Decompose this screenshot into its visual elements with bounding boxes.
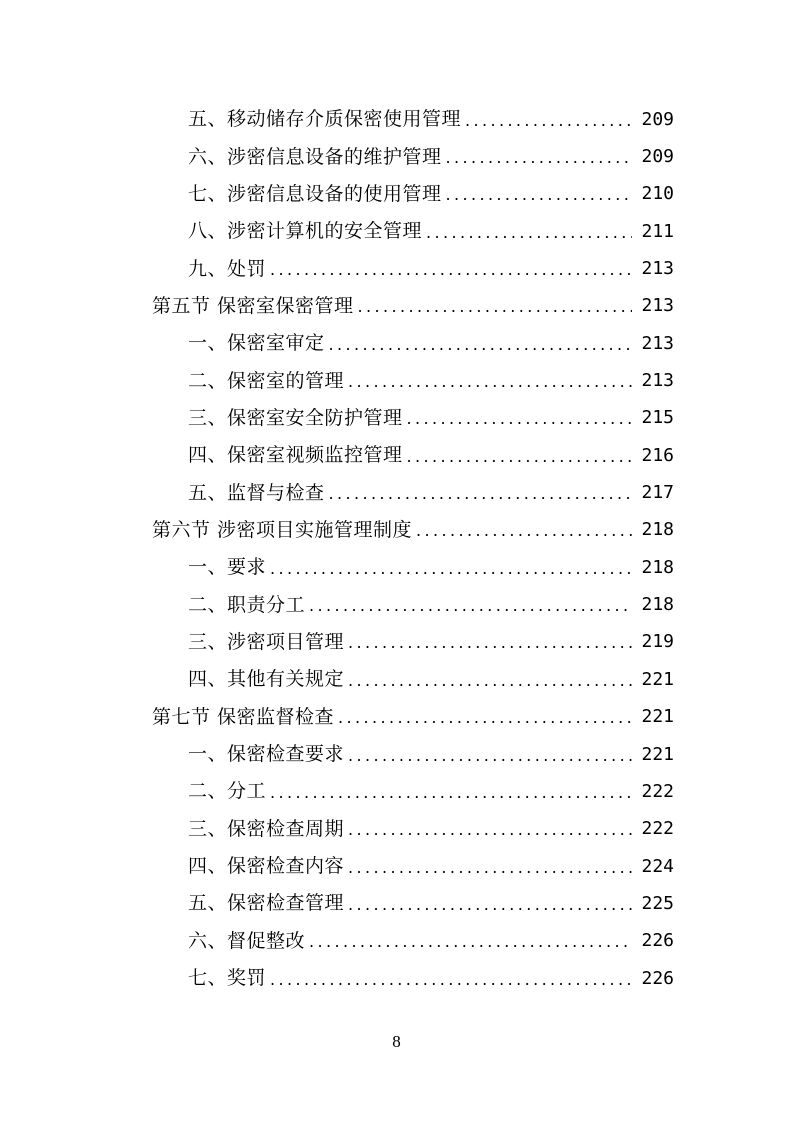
dot-leader [309,598,632,614]
toc-entry-title: 四、保密室视频监控管理 [188,444,403,467]
toc-entry-title: 第六节 涉密项目实施管理制度 [152,518,413,541]
toc-entry-title: 一、要求 [188,556,267,579]
dot-leader [358,299,632,315]
toc-entry[interactable] [0,885,793,922]
toc-entry[interactable] [0,923,793,960]
toc-entry-page: 213 [641,295,674,317]
toc-entry-page: 221 [641,743,674,765]
toc-entry-title: 四、保密检查内容 [188,855,345,878]
toc-entry-page: 213 [641,332,674,354]
dot-leader [338,710,632,726]
toc-entry-title: 七、奖罚 [188,967,267,990]
toc-entry[interactable] [0,586,793,623]
toc-entry[interactable] [0,138,793,175]
toc-entry-page: 213 [641,370,674,392]
toc-entry-page: 211 [641,220,674,242]
toc-entry-page: 222 [641,780,674,802]
toc-entry-title: 九、处罚 [188,257,267,280]
toc-entry-title: 第七节 保密监督检查 [152,705,335,728]
toc-entry-page: 215 [641,407,674,429]
dot-leader [446,150,632,166]
dot-leader [407,449,632,465]
toc-entry-page: 213 [641,258,674,280]
toc-entry[interactable] [0,213,793,250]
dot-leader [348,822,632,838]
toc-entry-title: 三、保密检查周期 [188,817,345,840]
toc-entry-page: 210 [641,183,674,205]
dot-leader [270,262,632,278]
toc-entry-title: 七、涉密信息设备的使用管理 [188,182,442,205]
toc-entry-page: 219 [641,631,674,653]
toc-entry-page: 222 [641,818,674,840]
toc-entry-page: 217 [641,482,674,504]
dot-leader [270,972,632,988]
toc-entry-page: 225 [641,892,674,914]
toc-entry-page: 221 [641,706,674,728]
toc-entry-title: 一、保密检查要求 [188,743,345,766]
dot-leader [329,486,632,502]
toc-entry[interactable] [0,400,793,437]
toc-entry-title: 二、保密室的管理 [188,369,345,392]
toc-entry-title: 三、保密室安全防护管理 [188,406,403,429]
toc-entry-page: 216 [641,444,674,466]
toc-entry-page: 226 [641,930,674,952]
dot-leader [416,523,632,539]
toc-entry-page: 224 [641,855,674,877]
toc-section-entry[interactable] [0,512,793,549]
toc-entry[interactable] [0,250,793,287]
toc-entry-title: 五、保密检查管理 [188,892,345,915]
toc-entry-title: 三、涉密项目管理 [188,630,345,653]
table-of-contents [0,101,793,997]
toc-entry-title: 五、移动储存介质保密使用管理 [188,108,462,131]
toc-entry[interactable] [0,474,793,511]
dot-leader [270,561,632,577]
toc-entry[interactable] [0,549,793,586]
toc-entry[interactable] [0,736,793,773]
dot-leader [348,748,632,764]
toc-section-entry[interactable] [0,288,793,325]
dot-leader [446,187,632,203]
toc-entry[interactable] [0,101,793,138]
dot-leader [270,785,632,801]
dot-leader [426,225,632,241]
toc-entry[interactable] [0,437,793,474]
dot-leader [348,897,632,913]
toc-entry-title: 六、涉密信息设备的维护管理 [188,145,442,168]
dot-leader [348,374,632,390]
toc-entry[interactable] [0,362,793,399]
dot-leader [407,411,632,427]
toc-entry[interactable] [0,773,793,810]
dot-leader [348,860,632,876]
page-number: 8 [392,1032,401,1051]
toc-entry-page: 221 [641,668,674,690]
dot-leader [329,337,632,353]
toc-entry[interactable] [0,811,793,848]
toc-entry-title: 八、涉密计算机的安全管理 [188,220,423,243]
toc-entry-title: 一、保密室审定 [188,332,325,355]
toc-entry[interactable] [0,624,793,661]
toc-entry-title: 五、监督与检查 [188,481,325,504]
toc-entry-title: 二、分工 [188,780,267,803]
toc-entry-title: 第五节 保密室保密管理 [152,294,354,317]
toc-entry-title: 六、督促整改 [188,929,306,952]
toc-entry-page: 218 [641,519,674,541]
toc-section-entry[interactable] [0,699,793,736]
toc-entry-page: 218 [641,594,674,616]
dot-leader [348,635,632,651]
toc-entry-title: 四、其他有关规定 [188,668,345,691]
toc-entry[interactable] [0,325,793,362]
toc-entry-page: 209 [641,108,674,130]
toc-entry[interactable] [0,661,793,698]
dot-leader [309,934,632,950]
toc-entry[interactable] [0,176,793,213]
toc-entry-page: 218 [641,556,674,578]
toc-entry-title: 二、职责分工 [188,593,306,616]
toc-entry[interactable] [0,848,793,885]
dot-leader [465,113,632,129]
dot-leader [348,673,632,689]
toc-entry-page: 209 [641,146,674,168]
toc-entry[interactable] [0,960,793,997]
toc-entry-page: 226 [641,967,674,989]
